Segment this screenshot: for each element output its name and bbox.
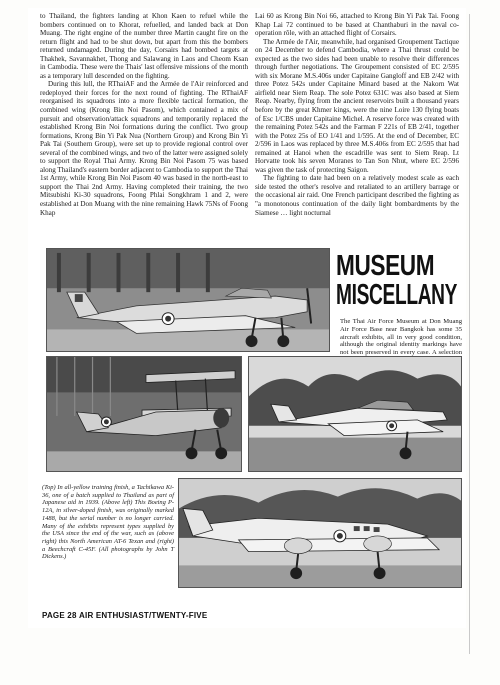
publication-name: AIR ENTHUSIAST/TWENTY-FIVE [79, 611, 208, 620]
article-paragraph: The fighting to date had been on a relatively modest scale as each side tested the other's resolve and retaliated to an artillery barrage or the occasional air raid. One French participant described the fighting as "a monotonous continuation of the daily light bombardments by the Siamese … light nocturnal [255, 174, 459, 217]
feature-title-line1: MUSEUM [336, 250, 435, 282]
article-paragraph: During this lull, the RThaiAF and the Armée de l'Air reinforced and redeployed their forces for the next round of fighting. The RThaiAF reorganised its squadrons into a more flexible tactical formation, the combined wing (Krong Bin Noi Pasom), which contained a mix of pursuit and observation/attack squadrons and temporarily replaced the established Krong Bin Noi formations during the conflict. Two group formations, Krong Bin Yi Pak Nua (Northern Group) and Krong Bin Yi Pak Tai (Southern Group), were set up to provide regional control over several of the combined wings, and two of the latter were assigned solely to support the Royal Thai Army. Krong Bin Noi Pasom 75 was based along Thailand's eastern border adjacent to Cambodia to support the Thai 1st Army, while Krong Bin Noi Pasom 40 was based in the north-east to support the Thai 2nd Army. Having completed their training, the two Mitsubishi Ki-30 squadrons, Foong Phlai Songkhram 1 and 2, were established at Don Muang with the nine remaining Hawk 75Ns of Foong Khap [40, 80, 248, 217]
article-paragraph: Lai 60 as Krong Bin Noi 66, attached to Krong Bin Yi Pak Tai. Foong Khap Lai 72 continued to be based at Chanthaburi in the naval co-operation rôle, with an attached flight of Corsairs. [255, 12, 459, 38]
page-number: PAGE 28 [42, 611, 77, 620]
feature-title [336, 252, 462, 314]
photo-caption: (Top) In all-yellow training finish, a Tachikawa Ki-36, one of a batch supplied to Thailand as part of Japanese aid in 1939. (Above left) This Boeing P-12A, in silver-doped finish, was originally marked 1488, but the serial number is no longer carried. Many of the exhibits represent types supplied by the USA since the end of the war, such as (above right) this North American AT-6 Texan and (right) a Beechcraft C-45F. (All photographs by John T Dickens.) [42, 484, 174, 561]
aircraft-photo-at6 [249, 357, 461, 471]
feature-title-line2: MISCELLANY [336, 279, 458, 311]
feature-intro: The Thai Air Force Museum at Don Muang Air Force Base near Bangkok has some 35 aircraft exhibits, all in very good condition, although the original identity markings have not been preserved in every case. A selection [340, 318, 462, 357]
magazine-page [28, 8, 466, 628]
article-right-column [255, 12, 459, 248]
photo-beechcraft-c45f [178, 478, 462, 588]
photo-tachikawa-ki36 [46, 248, 330, 352]
photo-at6-texan [248, 356, 462, 472]
binding-edge-line [469, 14, 470, 654]
article-paragraph: The Armée de l'Air, meanwhile, had organised Groupement Tactique on 24 December to defend Cambodia, where a Thai thrust could be expected as the two sides had been unable to resolve their differences through further negotiations. The Groupement consisted of EC 2/595 with six Morane M.S.406s under Capitaine Gangloff and EB 2/42 with three Potez 542s under Capitaine Minard based at the Nakorn Wat airfield near Siem Reap. The sole Potez 631C was also based at Siem Reap. Nearby, flying from the ancient reservoirs built a thousand years before by the great Khmer kings, were the nine Loire 130 flying boats of Esc 1/CBS under Capitaine Michel. A reserve force was created with the remaining Potez 542s and the Farman F 221s of EB 2/41, together with the Potez 25s of EO 1/41 and 1/595. At the end of December, EC 2/596 in Laos was replaced by three M.S.406s from EC 2/595 that had remained at Hanoi when the escadrille was sent to Siem Reap. Lt Horvatte took his seven Moranes to Tan Son Nhut, where EC 2/596 was given the task of protecting Saigon. [255, 37, 459, 174]
aircraft-photo-p12a [47, 357, 241, 471]
page-footer [42, 611, 207, 620]
aircraft-photo-c45f [179, 479, 461, 587]
article-paragraph: to Thailand, the fighters landing at Khon Kaen to refuel while the bombers continued on to Khorat, refuelled, and landed back at Don Muang. The right engine of the number three Martin caught fire on the return flight and had to be shut down, but apart from this the bombers returned undamaged. During the day, Corsairs had bombed targets at Thakhek, Savannakhet, Thong and Salawang in Laos and Cheom Ksan in Cambodia. These were the Thais' last offensive missions of the month as a temporary lull descended on the fighting. [40, 12, 248, 80]
photo-boeing-p12a [46, 356, 242, 472]
aircraft-photo-ki36 [47, 249, 329, 351]
article-left-column [40, 12, 248, 248]
